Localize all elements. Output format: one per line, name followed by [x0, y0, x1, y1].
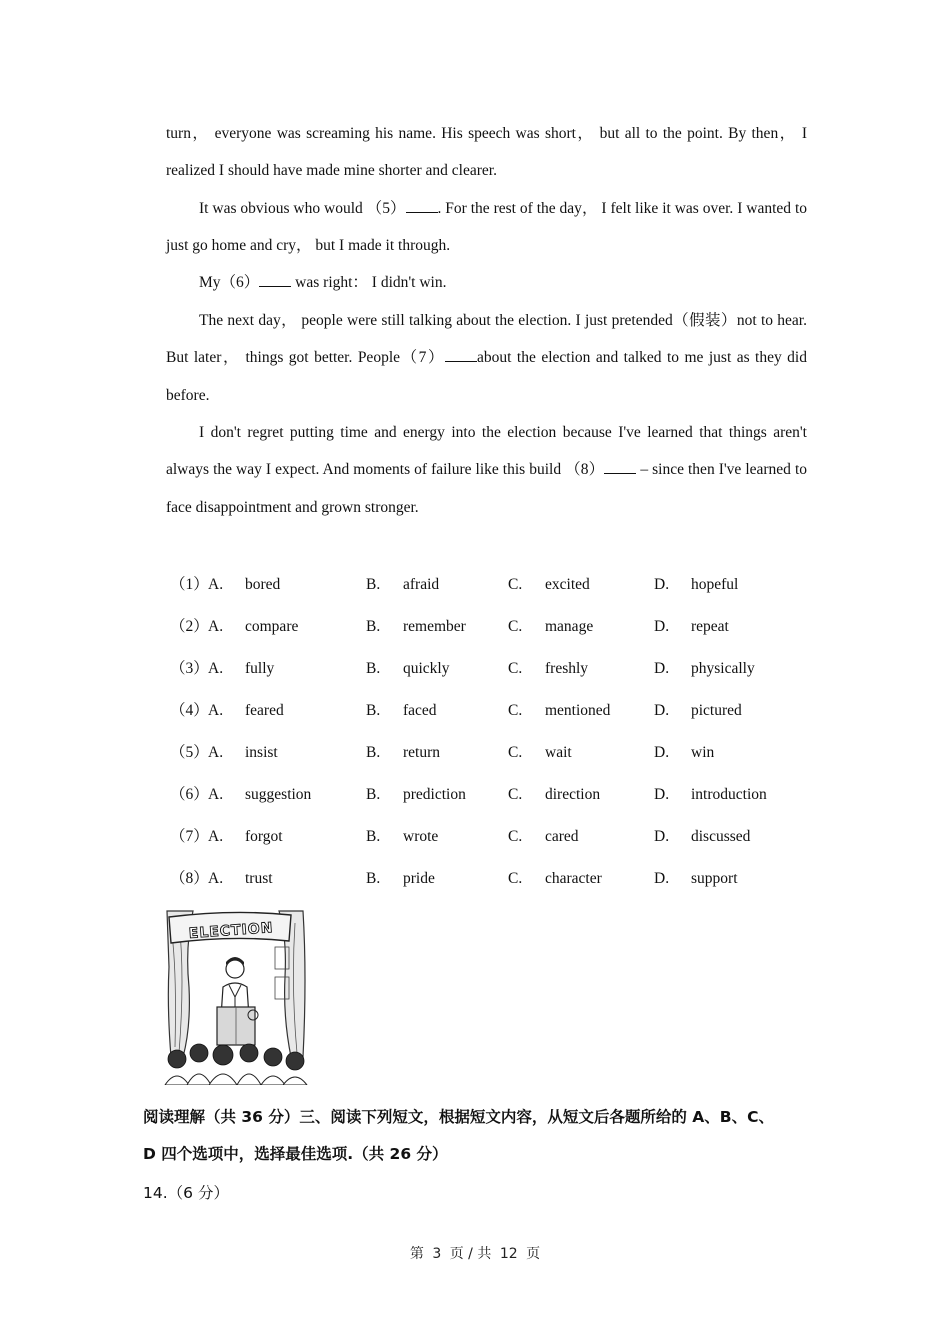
question-number: （1） [170, 576, 209, 593]
option-a: bored [245, 576, 281, 593]
option-d: repeat [691, 618, 729, 635]
option-c: cared [545, 828, 579, 845]
option-c: character [545, 870, 602, 887]
option-letter-c: C. [508, 576, 523, 593]
option-a: feared [245, 702, 284, 719]
footer-pre: 第 [409, 1246, 424, 1262]
current-page: 3 [432, 1246, 442, 1262]
option-d: hopeful [691, 576, 739, 593]
option-a: insist [245, 744, 278, 761]
section-heading-line-2: D 四个选项中，选择最佳选项.（共 26 分） [143, 1145, 448, 1163]
blank-8 [604, 472, 636, 474]
question-number: （8） [170, 870, 209, 887]
blank-5 [406, 211, 438, 213]
paragraph-text: – since then I've learned to face disappointment and grown stronger. [166, 461, 808, 516]
footer-mid: 页 / 共 [449, 1246, 492, 1262]
paragraph-text: turn， everyone was screaming his name. His speech was short， but all to the point. By then， I realized I should have made mine shorter and clearer. [166, 125, 807, 180]
paragraph-text: about the election and talked to me just as they did before. [166, 349, 807, 404]
question-14-label: 14.（6 分） [143, 1184, 229, 1202]
option-letter-c: C. [508, 660, 523, 677]
passage-paragraph-2 [166, 190, 807, 265]
question-number: （2） [170, 618, 209, 635]
option-c: direction [545, 786, 601, 803]
option-b: afraid [403, 576, 440, 593]
paragraph-text: It was obvious who would （5） [199, 200, 406, 217]
option-a: trust [245, 870, 273, 887]
option-letter-b: B. [366, 702, 381, 719]
question-row-5 [170, 732, 810, 774]
paragraph-text: was right： I didn't win. [291, 274, 447, 291]
option-letter-a: A. [208, 828, 224, 845]
option-c: manage [545, 618, 594, 635]
question-number: （3） [170, 660, 209, 677]
option-d: win [691, 744, 715, 761]
option-b: remember [403, 618, 466, 635]
option-letter-a: A. [208, 702, 224, 719]
option-letter-a: A. [208, 744, 224, 761]
option-c: wait [545, 744, 572, 761]
question-number: （5） [170, 744, 209, 761]
total-pages: 12 [499, 1246, 518, 1262]
question-row-8 [170, 858, 810, 900]
option-letter-a: A. [208, 660, 224, 677]
option-letter-d: D. [654, 660, 670, 677]
option-letter-d: D. [654, 618, 670, 635]
option-letter-b: B. [366, 576, 381, 593]
option-letter-d: D. [654, 870, 670, 887]
option-d: support [691, 870, 738, 887]
option-letter-d: D. [654, 702, 670, 719]
election-illustration [163, 907, 311, 1085]
passage-paragraph-1 [166, 115, 807, 190]
page-footer [0, 1243, 950, 1263]
option-b: quickly [403, 660, 450, 677]
paragraph-text: I don't regret putting time and energy into the election because I've learned that things aren't always the way I expect. And moments of failure like this build （8） [166, 424, 807, 479]
option-letter-b: B. [366, 828, 381, 845]
option-b: return [403, 744, 441, 761]
question-number: （6） [170, 786, 209, 803]
question-row-3 [170, 648, 810, 690]
footer-post: 页 [526, 1246, 541, 1262]
option-b: pride [403, 870, 435, 887]
blank-6 [259, 285, 291, 287]
option-a: forgot [245, 828, 283, 845]
option-letter-d: D. [654, 828, 670, 845]
option-d: introduction [691, 786, 767, 803]
question-row-2 [170, 606, 810, 648]
blank-7 [445, 360, 477, 362]
option-d: pictured [691, 702, 742, 719]
passage-paragraph-4 [166, 302, 807, 414]
question-row-4 [170, 690, 810, 732]
question-row-6 [170, 774, 810, 816]
answer-options [170, 564, 810, 900]
option-letter-a: A. [208, 618, 224, 635]
question-number: （4） [170, 702, 209, 719]
option-a: compare [245, 618, 299, 635]
question-row-7 [170, 816, 810, 858]
option-letter-c: C. [508, 870, 523, 887]
option-b: faced [403, 702, 437, 719]
option-c: mentioned [545, 702, 611, 719]
option-b: wrote [403, 828, 439, 845]
option-letter-a: A. [208, 576, 224, 593]
option-d: physically [691, 660, 755, 677]
option-letter-c: C. [508, 744, 523, 761]
option-letter-c: C. [508, 618, 523, 635]
option-letter-d: D. [654, 786, 670, 803]
option-letter-b: B. [366, 786, 381, 803]
option-letter-c: C. [508, 828, 523, 845]
option-letter-c: C. [508, 786, 523, 803]
option-letter-b: B. [366, 744, 381, 761]
paragraph-text: My（6） [199, 274, 260, 291]
passage-paragraph-5 [166, 414, 807, 526]
passage-paragraph-3 [166, 264, 807, 301]
section-heading-line-1: 阅读理解（共 36 分）三、阅读下列短文，根据短文内容，从短文后各题所给的 A、B、C、 [143, 1108, 774, 1126]
option-a: fully [245, 660, 275, 677]
question-row-1 [170, 564, 810, 606]
question-number: （7） [170, 828, 209, 845]
option-letter-b: B. [366, 870, 381, 887]
banner-text: ELECTION [188, 920, 274, 942]
option-letter-a: A. [208, 786, 224, 803]
option-letter-b: B. [366, 618, 381, 635]
option-a: suggestion [245, 786, 312, 803]
option-b: prediction [403, 786, 466, 803]
option-letter-d: D. [654, 744, 670, 761]
option-c: excited [545, 576, 590, 593]
option-letter-c: C. [508, 702, 523, 719]
option-letter-d: D. [654, 576, 670, 593]
option-c: freshly [545, 660, 589, 677]
option-d: discussed [691, 828, 751, 845]
option-letter-a: A. [208, 870, 224, 887]
paragraph-text: The next day， people were still talking about the election. I just pretended（假装）not to hear. But later， things got better. People（7） [166, 312, 807, 367]
option-letter-b: B. [366, 660, 381, 677]
paragraph-text: . For the rest of the day， I felt like it was over. I wanted to just go home and cry， but I made it through. [166, 200, 808, 255]
